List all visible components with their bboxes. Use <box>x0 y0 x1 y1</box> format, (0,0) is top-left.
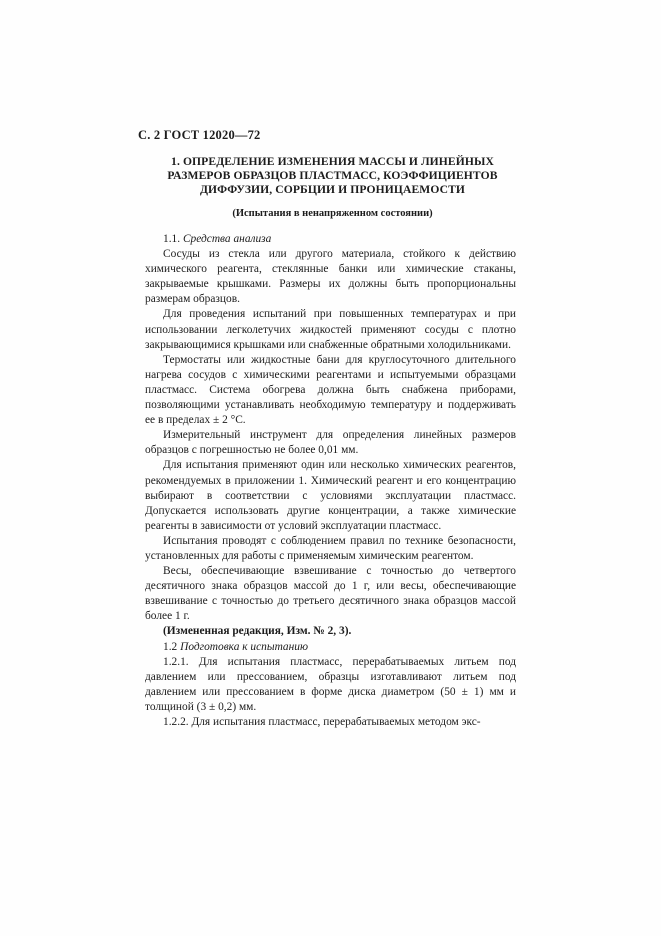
subsection-heading <box>145 232 516 247</box>
paragraph: Для испытания применяют один или несколько химических реагентов, рекомендуемых в приложении 1. Химический реагент и его концентрацию выбирают в соответствии с условиями эксплуатации пластмасс. Допускается использовать другие концентрации, а также химические реагенты в зависимости от условий эксплуатации пластмасс. <box>145 459 516 532</box>
paragraph: Испытания проводят с соблюдением правил по технике безопасности, установленных для работы с применяемым химическим реагентом. <box>145 534 516 562</box>
paragraph: Термостаты или жидкостные бани для круглосуточного длительного нагрева сосудов с химическими реагентами и испытуемыми образцами пластмасс. Система обогрева должна быть снабжена приборами, позволяющими устанавливать необходимую температуру и поддерживать ее в пределах ± 2 °С. <box>145 353 516 427</box>
subsection-heading <box>145 640 516 655</box>
amendment-note: (Измененная редакция, Изм. № 2, 3). <box>163 625 352 638</box>
subsection-title: Подготовка к испытанию <box>180 640 309 653</box>
paragraph: Измерительный инструмент для определения линейных размеров образцов с погрешностью не более 0,01 мм. <box>145 429 516 457</box>
section-title-line: 1. ОПРЕДЕЛЕНИЕ ИЗМЕНЕНИЯ МАССЫ И ЛИНЕЙНЫХ <box>171 155 494 168</box>
subsection-title: Средства анализа <box>182 233 272 245</box>
paragraph: 1.2.1. Для испытания пластмасс, перерабатываемых литьем под давлением или прессованием, образцы изготавливают литьем под давлением или прессованием в форме диска диаметром (50 ± 1) мм и толщиной (3 ± 0,2) мм. <box>145 655 516 713</box>
paragraph: 1.2.2. Для испытания пластмасс, перерабатываемых методом экс- <box>163 716 481 728</box>
paragraph: Весы, обеспечивающие взвешивание с точностью до четвертого десятичного знака образцов массой до 1 г, или весы, обеспечивающие взвешивание с точностью до третьего десятичного знака образцов массой более 1 г. <box>145 565 516 623</box>
page-header: С. 2 ГОСТ 12020—72 <box>138 128 261 142</box>
section-title-line: ДИФФУЗИИ, СОРБЦИИ И ПРОНИЦАЕМОСТИ <box>199 183 466 196</box>
paragraph: Сосуды из стекла или другого материала, стойкого к действию химического реагента, стеклянные банки или химические стаканы, закрываемые крышками. Размеры их должны быть пропорциональны размерам образцов. <box>145 248 516 306</box>
section-subtitle: (Испытания в ненапряженном состоянии) <box>232 208 433 219</box>
subsection-number: 1.1. <box>163 233 181 245</box>
document-body <box>145 232 516 730</box>
section-title-line: РАЗМЕРОВ ОБРАЗЦОВ ПЛАСТМАСС, КОЭФФИЦИЕНТОВ <box>167 169 498 182</box>
paragraph: Для проведения испытаний при повышенных температурах и при использовании легколетучих жидкостей применяют сосуды с плотно закрывающимися крышками или снабженные обратными холодильниками. <box>145 308 516 351</box>
subsection-number: 1.2 <box>163 640 178 653</box>
section-title <box>140 155 525 197</box>
